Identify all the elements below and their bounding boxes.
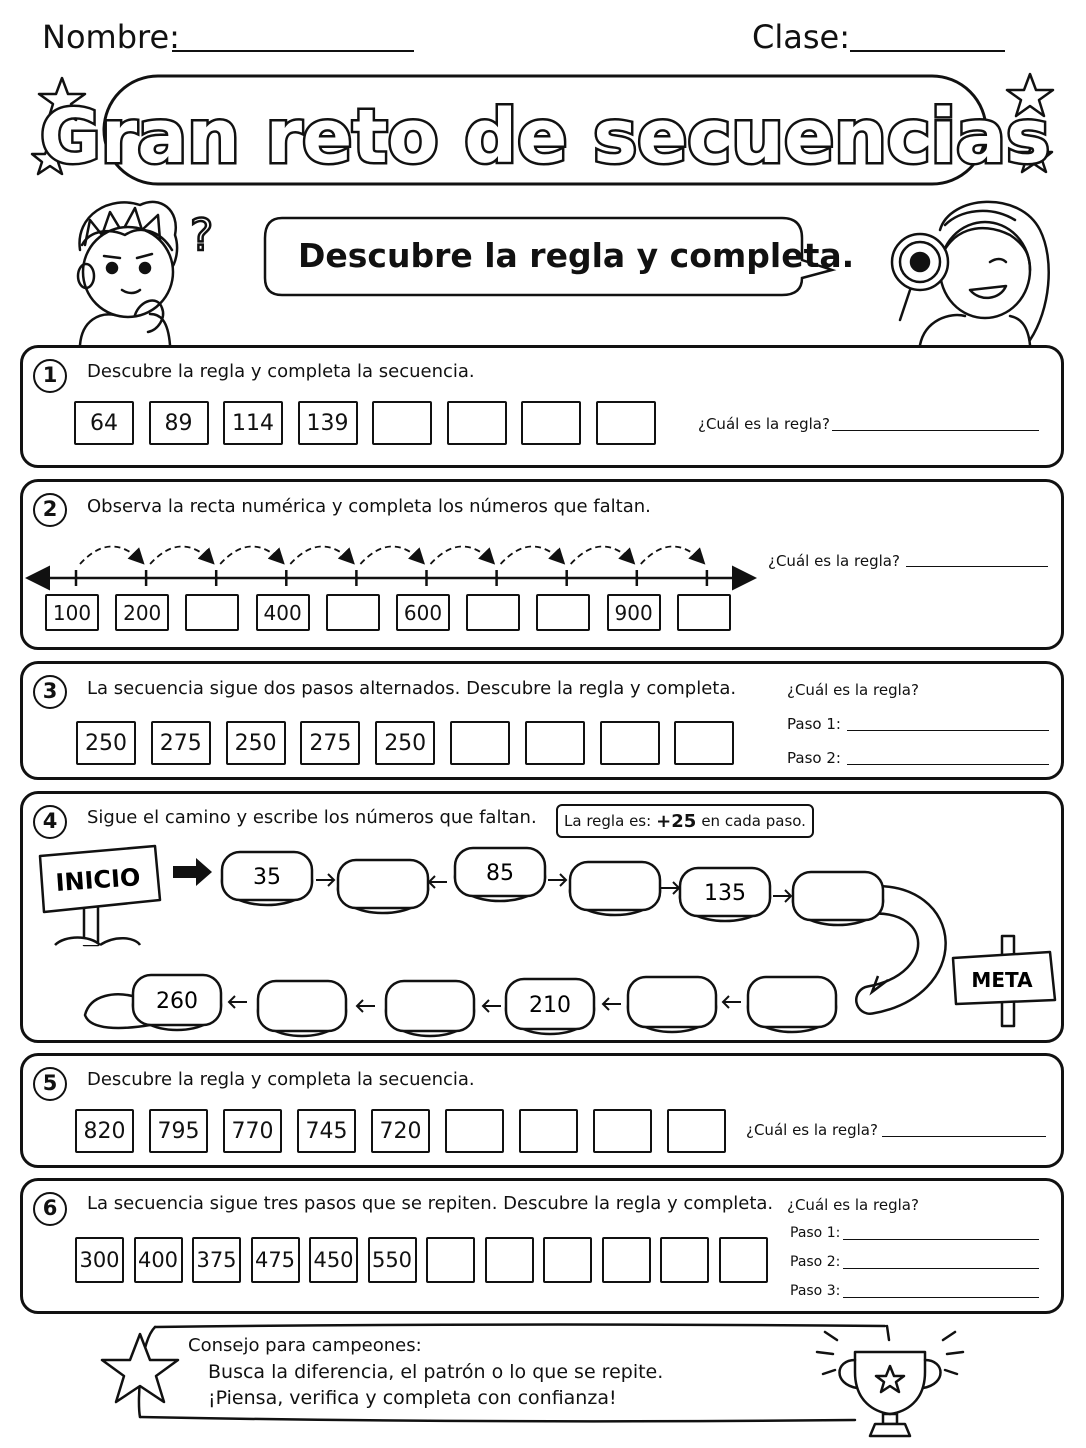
blank-stone[interactable]	[338, 860, 428, 908]
rule-value: +25	[656, 810, 697, 832]
sequence-box: 139	[298, 401, 358, 445]
left-arrow-icon	[723, 996, 741, 1008]
sequence-blank-box[interactable]	[485, 1237, 534, 1283]
sequence-blank-box[interactable]	[677, 594, 731, 631]
sequence-blank-box[interactable]	[450, 721, 510, 765]
stone-label: 210	[529, 993, 571, 1018]
section-5-rule-label: ¿Cuál es la regla?	[746, 1121, 878, 1139]
section-4-rule-box	[556, 804, 814, 838]
stone-label: 135	[704, 881, 746, 906]
section-3-rule-label: ¿Cuál es la regla?	[787, 681, 919, 699]
blank-stone[interactable]	[570, 862, 660, 910]
section-2-rule-line[interactable]	[906, 566, 1048, 567]
tip-title: Consejo para campeones:	[188, 1335, 422, 1356]
sequence-box: 770	[223, 1109, 282, 1153]
sequence-blank-box[interactable]	[519, 1109, 578, 1153]
sequence-box: 250	[375, 721, 435, 765]
blank-stone[interactable]	[793, 872, 883, 920]
class-label: Clase:	[752, 18, 850, 56]
sequence-box: 400	[256, 594, 310, 631]
sequence-box: 450	[309, 1237, 358, 1283]
section-1-rule-line[interactable]	[832, 430, 1039, 431]
right-arrow-icon	[661, 882, 679, 894]
section-1-instruction: Descubre la regla y completa la secuencia.	[87, 361, 475, 382]
blank-stone[interactable]	[258, 981, 346, 1031]
girl-magnifier-illustration	[880, 190, 1060, 345]
hop-arrow	[290, 546, 352, 564]
sequence-blank-box[interactable]	[674, 721, 734, 765]
left-arrow-icon	[429, 876, 447, 888]
sequence-blank-box[interactable]	[447, 401, 507, 445]
sequence-box: 275	[151, 721, 211, 765]
tip-line-1: Busca la diferencia, el patrón o lo que se repite.	[208, 1361, 664, 1383]
left-arrow-icon	[357, 1000, 375, 1012]
section-1-number: 1	[33, 359, 67, 393]
sequence-box: 250	[76, 721, 136, 765]
section-3-number: 3	[33, 675, 67, 709]
class-line[interactable]	[850, 50, 1005, 52]
sequence-box: 64	[74, 401, 134, 445]
hop-arrow	[80, 546, 142, 564]
hop-arrow	[571, 546, 633, 564]
sequence-blank-box[interactable]	[372, 401, 432, 445]
section-4-number: 4	[33, 805, 67, 839]
sequence-box: 900	[607, 594, 661, 631]
sequence-box: 114	[223, 401, 283, 445]
sequence-blank-box[interactable]	[602, 1237, 651, 1283]
number-line	[0, 520, 770, 595]
rule-prefix: La regla es:	[564, 812, 652, 830]
tip-line-2: ¡Piensa, verifica y completa con confianza!	[208, 1387, 617, 1409]
sequence-blank-box[interactable]	[719, 1237, 768, 1283]
blank-stone[interactable]	[386, 981, 474, 1031]
sequence-box: 475	[251, 1237, 300, 1283]
section-6-step3-label: Paso 3:	[790, 1283, 841, 1299]
blank-stone[interactable]	[748, 977, 836, 1027]
sequence-blank-box[interactable]	[596, 401, 656, 445]
sequence-box: 89	[149, 401, 209, 445]
stone-label: 85	[486, 861, 514, 886]
sequence-box: 795	[149, 1109, 208, 1153]
sequence-blank-box[interactable]	[521, 401, 581, 445]
sequence-box: 820	[75, 1109, 134, 1153]
start-arrow-icon	[173, 858, 212, 886]
section-6-instruction: La secuencia sigue tres pasos que se repiten. Descubre la regla y completa.	[87, 1193, 774, 1214]
page-title: Gran reto de secuencias	[39, 94, 1051, 180]
section-4-instruction: Sigue el camino y escribe los números que faltan.	[87, 807, 537, 828]
boy-thinking-illustration	[40, 190, 230, 345]
hop-arrow	[150, 546, 212, 564]
sequence-box: 375	[192, 1237, 241, 1283]
sequence-blank-box[interactable]	[593, 1109, 652, 1153]
section-5-instruction: Descubre la regla y completa la secuencia.	[87, 1069, 475, 1090]
sequence-box: 600	[396, 594, 450, 631]
section-3-instruction: La secuencia sigue dos pasos alternados. Descubre la regla y completa.	[87, 678, 737, 699]
section-2-instruction: Observa la recta numérica y completa los números que faltan.	[87, 496, 651, 517]
hop-arrow	[501, 546, 563, 564]
sequence-blank-box[interactable]	[543, 1237, 592, 1283]
section-3-step1-line[interactable]	[847, 730, 1049, 731]
stone-path	[20, 840, 1064, 1040]
rule-suffix: en cada paso.	[701, 812, 806, 830]
hop-arrow	[431, 546, 493, 564]
name-line[interactable]	[172, 50, 414, 52]
section-6-number: 6	[33, 1192, 67, 1226]
right-arrow-icon	[773, 890, 791, 902]
sequence-blank-box[interactable]	[660, 1237, 709, 1283]
hop-arrow	[220, 546, 282, 564]
blank-stone[interactable]	[628, 977, 716, 1027]
right-arrow-icon	[548, 874, 566, 886]
sequence-blank-box[interactable]	[426, 1237, 475, 1283]
section-6-step2-label: Paso 2:	[790, 1254, 841, 1270]
sequence-box: 250	[226, 721, 286, 765]
right-arrow-icon	[316, 874, 334, 886]
left-arrow-icon	[229, 996, 247, 1008]
section-3-step1-label: Paso 1:	[787, 715, 841, 733]
start-sign-label: INICIO	[54, 863, 142, 897]
section-6-step2-line[interactable]	[843, 1268, 1039, 1269]
sequence-box: 300	[75, 1237, 124, 1283]
stone-label: 260	[156, 989, 198, 1014]
sequence-blank-box[interactable]	[466, 594, 520, 631]
sequence-box: 550	[368, 1237, 417, 1283]
sequence-blank-box[interactable]	[667, 1109, 726, 1153]
sequence-blank-box[interactable]	[536, 594, 590, 631]
section-5-rule-line[interactable]	[882, 1136, 1046, 1137]
speech-text: Descubre la regla y completa.	[298, 236, 855, 275]
left-arrow-icon	[603, 998, 621, 1010]
sequence-blank-box[interactable]	[525, 721, 585, 765]
sequence-box: 720	[371, 1109, 430, 1153]
section-6-rule-label: ¿Cuál es la regla?	[787, 1196, 919, 1214]
stone-label: 35	[253, 865, 281, 890]
section-6-step3-line[interactable]	[843, 1297, 1039, 1298]
sequence-blank-box[interactable]	[600, 721, 660, 765]
sequence-box: 100	[45, 594, 99, 631]
hop-arrow	[360, 546, 422, 564]
hop-arrow	[641, 546, 703, 564]
section-5-number: 5	[33, 1067, 67, 1101]
section-1-rule-label: ¿Cuál es la regla?	[698, 415, 830, 433]
sequence-box: 275	[300, 721, 360, 765]
sequence-blank-box[interactable]	[326, 594, 380, 631]
name-label: Nombre:	[42, 18, 180, 56]
question-mark-icon: ?	[190, 210, 214, 261]
stones-group	[133, 848, 883, 1036]
sequence-box: 200	[115, 594, 169, 631]
section-2-rule-label: ¿Cuál es la regla?	[768, 552, 900, 570]
sequence-box: 745	[297, 1109, 356, 1153]
section-2-number: 2	[33, 493, 67, 527]
section-6-step1-line[interactable]	[843, 1239, 1039, 1240]
section-3-step2-label: Paso 2:	[787, 749, 841, 767]
section-6-step1-label: Paso 1:	[790, 1225, 841, 1241]
end-sign-label: META	[971, 968, 1033, 992]
section-3-step2-line[interactable]	[847, 764, 1049, 765]
sequence-box: 400	[134, 1237, 183, 1283]
title-banner	[39, 70, 1051, 190]
sequence-blank-box[interactable]	[445, 1109, 504, 1153]
sequence-blank-box[interactable]	[185, 594, 239, 631]
left-arrow-icon	[483, 1000, 501, 1012]
